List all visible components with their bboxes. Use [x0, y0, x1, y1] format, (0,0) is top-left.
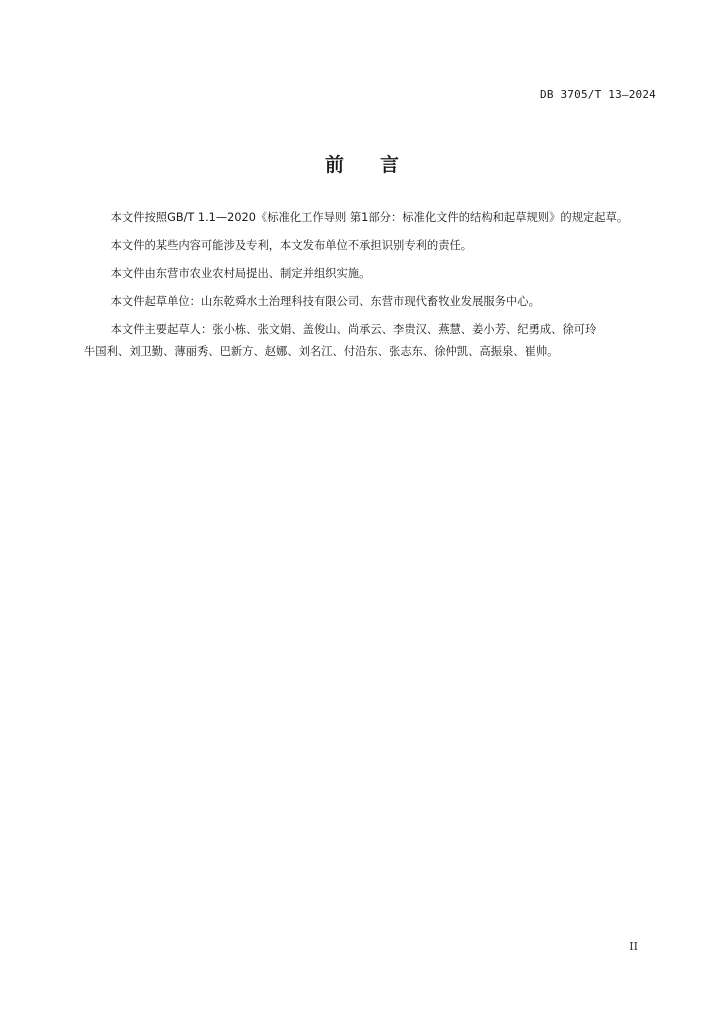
paragraph-proposer: 本文件由东营市农业农村局提出、制定并组织实施。 — [110, 267, 371, 280]
paragraph-main-drafters: 本文件主要起草人：张小栋、张文娟、盖俊山、尚承云、李贵汉、燕慧、姜小芳、纪勇成、徐可玲 — [110, 323, 597, 336]
paragraph-main-drafters-continued: 牛国利、刘卫勤、薄丽秀、巴新方、赵娜、刘名江、付沿东、张志东、徐仲凯、高振泉、崔帅。 — [84, 345, 559, 358]
document-code: DB 3705/T 13—2024 — [540, 88, 656, 101]
paragraph-drafting-units: 本文件起草单位：山东乾舜水土治理科技有限公司、东营市现代畜牧业发展服务中心。 — [110, 295, 540, 308]
paragraph-patent-notice: 本文件的某些内容可能涉及专利，本文发布单位不承担识别专利的责任。 — [110, 239, 473, 252]
page-number: II — [629, 940, 638, 953]
foreword-body — [84, 207, 660, 369]
paragraph-standard-basis: 本文件按照GB/T 1.1—2020《标准化工作导则 第1部分：标准化文件的结构和起草规则》的规定起草。 — [110, 211, 629, 224]
page-title: 前言 — [324, 154, 435, 176]
